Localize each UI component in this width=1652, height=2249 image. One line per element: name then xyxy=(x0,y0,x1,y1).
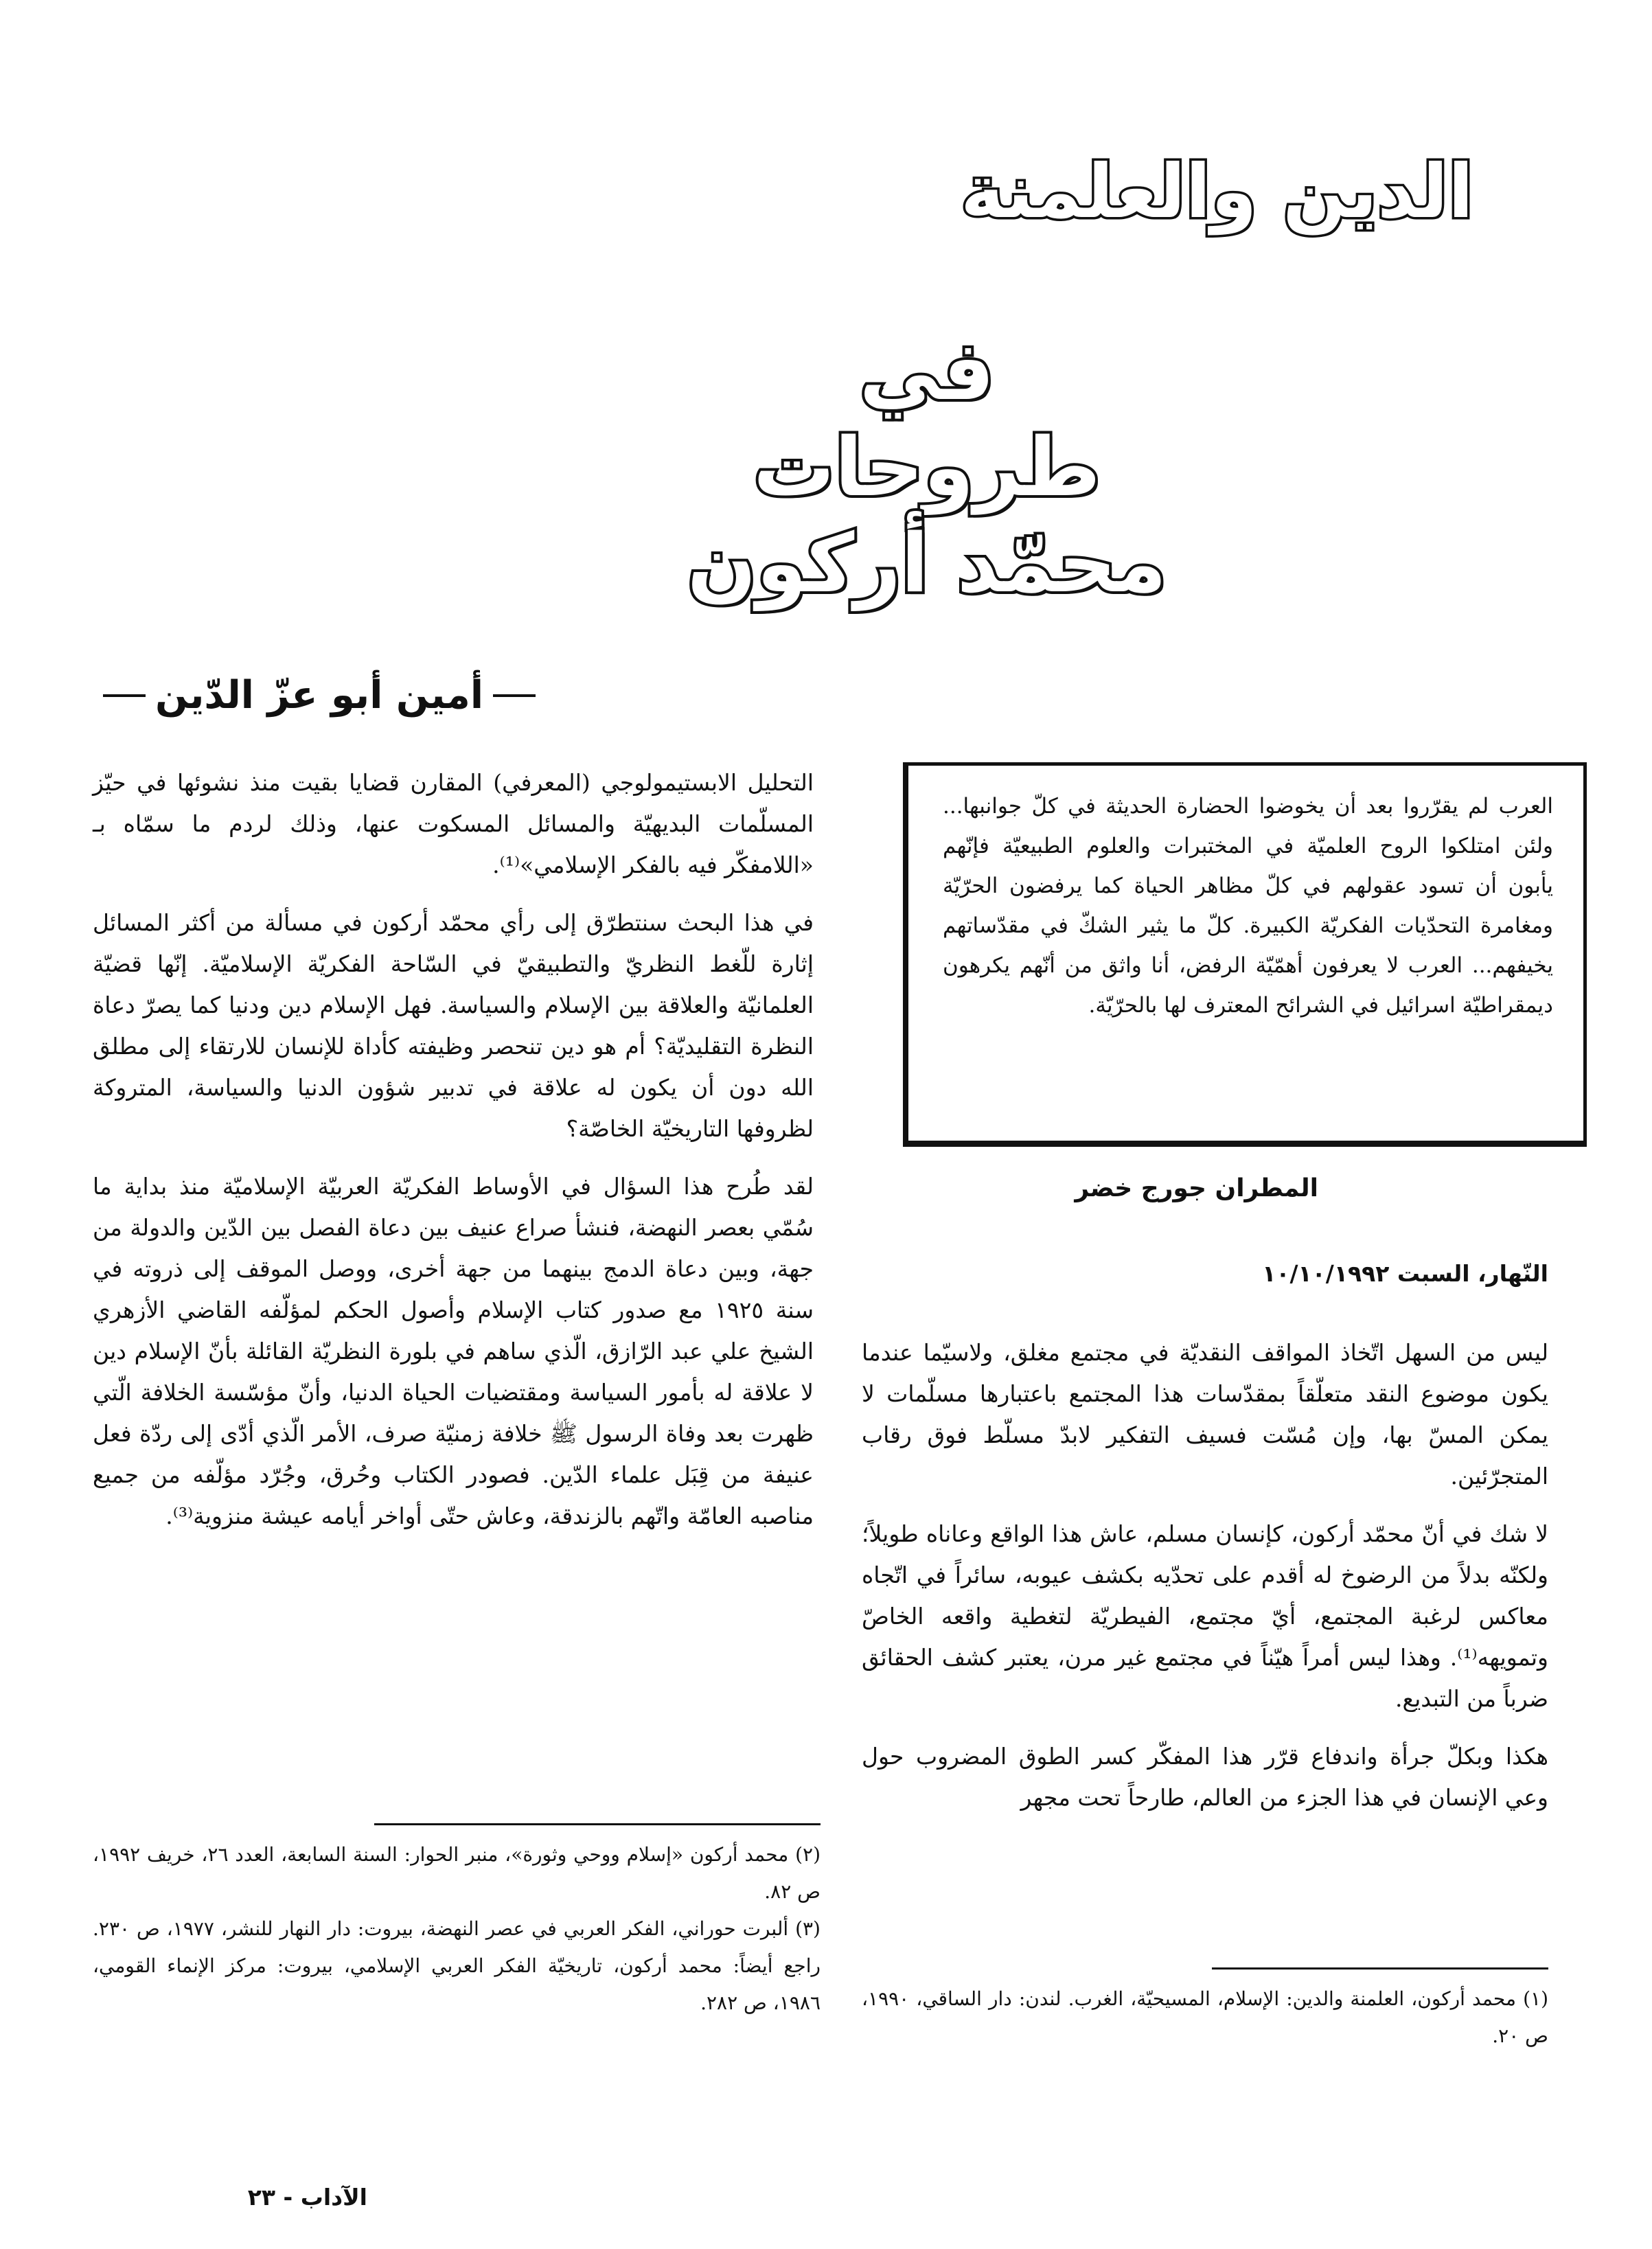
page-number: الآداب - ٢٣ xyxy=(247,2184,367,2211)
footnote-3: (٣) ألبرت حوراني، الفكر العربي في عصر النهضة، بيروت: دار النهار للنشر، ١٩٧٧، ص ٢٣٠. راجع أيضاً: محمد أركون، تاريخيّة الفكر العربي الإسلامي، بيروت: مركز الإنماء القومي، ١٩٨٦، ص ٢٨٢. xyxy=(93,1917,821,2014)
footnote-2: (٢) محمد أركون «إسلام ووحي وثورة»، منبر الحوار: السنة السابعة، العدد ٢٦، خريف ١٩٩٢، ص ٨٢. xyxy=(93,1843,821,1903)
article-subtitle-line-1: في xyxy=(859,323,995,418)
right-paragraph-1: ليس من السهل اتّخاذ المواقف النقديّة في مجتمع مغلق، ولاسيّما عندما يكون موضوع النقد متعلّقاً بمقدّسات هذا المجتمع باعتبارها مسلّمات لا يمكن المسّ بها، وإن مُسّت فسيف التفكير لابدّ مسلّط فوق رقاب المتجرّئين. xyxy=(862,1339,1548,1489)
quote-text: العرب لم يقرّروا بعد أن يخوضوا الحضارة الحديثة في كلّ جوانبها... ولئن امتلكوا الروح العلميّة في المختبرات والعلوم الطبيعيّة فإنّهم يأبون أن تسود عقولهم في كلّ مظاهر الحياة كما يرفضون الحرّيّة ومغامرة التحدّيات الفكريّة الكبيرة. كلّ ما يثير الشكّ في مقدّساتهم يخيفهم... العرب لا يعرفون أهمّيّة الرفض، أنا واثق من أنّهم يكرهون ديمقراطيّة اسرائيل في الشرائح المعترف لها بالحرّيّة. xyxy=(943,794,1553,1018)
author-name: أمين أبو عزّ الدّين xyxy=(154,673,484,718)
author-dash-left xyxy=(103,694,146,697)
left-paragraph-2: في هذا البحث سنتطرّق إلى رأي محمّد أركون في مسألة من أكثر المسائل إثارة للّغط النظريّ والتطبيقيّ في السّاحة الفكريّة الإسلاميّة. إنّها قضيّة العلمانيّة والعلاقة بين الإسلام والسياسة. فهل الإسلام دين ودنيا كما يصرّ دعاة النظرة التقليديّة؟ أم هو دين تنحصر وظيفته كأداة للإنسان للارتقاء إلى مطلق الله دون أن يكون له علاقة في تدبير شؤون الدنيا والسياسة، المتروكة لظروفها التاريخيّة الخاصّة؟ xyxy=(93,909,814,1142)
quote-author: المطران جورج خضر xyxy=(1075,1174,1318,1202)
left-paragraph-1: التحليل الابستيمولوجي (المعرفي) المقارن قضايا بقيت منذ نشوئها في حيّز المسلّمات البديهيّة والمسائل المسكوت عنها، وذلك لردم ما سمّاه بـ «اللامفكّر فيه بالفكر الإسلامي»⁽¹⁾. xyxy=(93,769,814,878)
author-dash-right xyxy=(493,694,536,697)
footnote-1: (١) محمد أركون، العلمنة والدين: الإسلام، المسيحيّة، الغرب. لندن: دار الساقي، ١٩٩٠، ص ٢٠. xyxy=(862,1987,1548,2047)
right-paragraph-2: لا شك في أنّ محمّد أركون، كإنسان مسلم، عاش هذا الواقع وعاناه طويلاً؛ ولكنّه بدلاً من الرضوخ له أقدم على تحدّيه بكشف عيوبه، سائراً في اتّجاه معاكس لرغبة المجتمع، أيّ مجتمع، الفيطريّة لتغطية واقعه الخاصّ وتمويهه⁽¹⁾. وهذا ليس أمراً هيّناً في مجتمع غير مرن، يعتبر كشف الحقائق ضرباً من التبديع. xyxy=(862,1520,1548,1712)
article-title: الدين والعلمنة xyxy=(960,149,1473,235)
article-subtitle-line-2: طروحات xyxy=(753,420,1101,514)
author-byline xyxy=(103,673,536,718)
quote-dateline: النّهار، السبت ١٠/١٠/١٩٩٢ xyxy=(1262,1260,1548,1287)
footnote-rule-left xyxy=(374,1823,821,1825)
right-column xyxy=(862,1332,1548,1835)
left-paragraph-3: لقد طُرح هذا السؤال في الأوساط الفكريّة العربيّة الإسلاميّة منذ بداية ما سُمّي بعصر النهضة، فنشأ صراع عنيف بين دعاة الفصل بين الدّين والدولة من جهة، وبين دعاة الدمج بينهما من جهة أخرى، ووصل الموقف إلى ذروته في سنة ١٩٢٥ مع صدور كتاب الإسلام وأصول الحكم لمؤلّفه القاضي الأزهري الشيخ علي عبد الرّازق، الّذي ساهم في بلورة النظريّة القائلة بأنّ الإسلام دين لا علاقة له بأمور السياسة ومقتضيات الحياة الدنيا، وأنّ مؤسّسة الخلافة الّتي ظهرت بعد وفاة الرسول ﷺ خلافة زمنيّة صرف، الأمر الّذي أدّى إلى ردّة فعل عنيفة من قِبَل علماء الدّين. فصودر الكتاب وحُرق، وجُرّد مؤلّفه من جميع مناصبه العامّة واتّهم بالزندقة، وعاش حتّى أواخر أيامه عيشة منزوية⁽³⁾. xyxy=(93,1173,814,1529)
right-paragraph-3: هكذا وبكلّ جرأة واندفاع قرّر هذا المفكّر كسر الطوق المضروب حول وعي الإنسان في هذا الجزء من العالم، طارحاً تحت مجهر xyxy=(862,1743,1548,1811)
quote-box xyxy=(903,762,1587,1147)
left-column xyxy=(93,762,814,1553)
footnotes-left xyxy=(93,1823,821,2022)
footnotes-right xyxy=(862,1967,1548,2055)
article-subtitle-line-3: محمّد أركون xyxy=(687,516,1167,610)
footnote-rule-right xyxy=(1212,1967,1548,1970)
